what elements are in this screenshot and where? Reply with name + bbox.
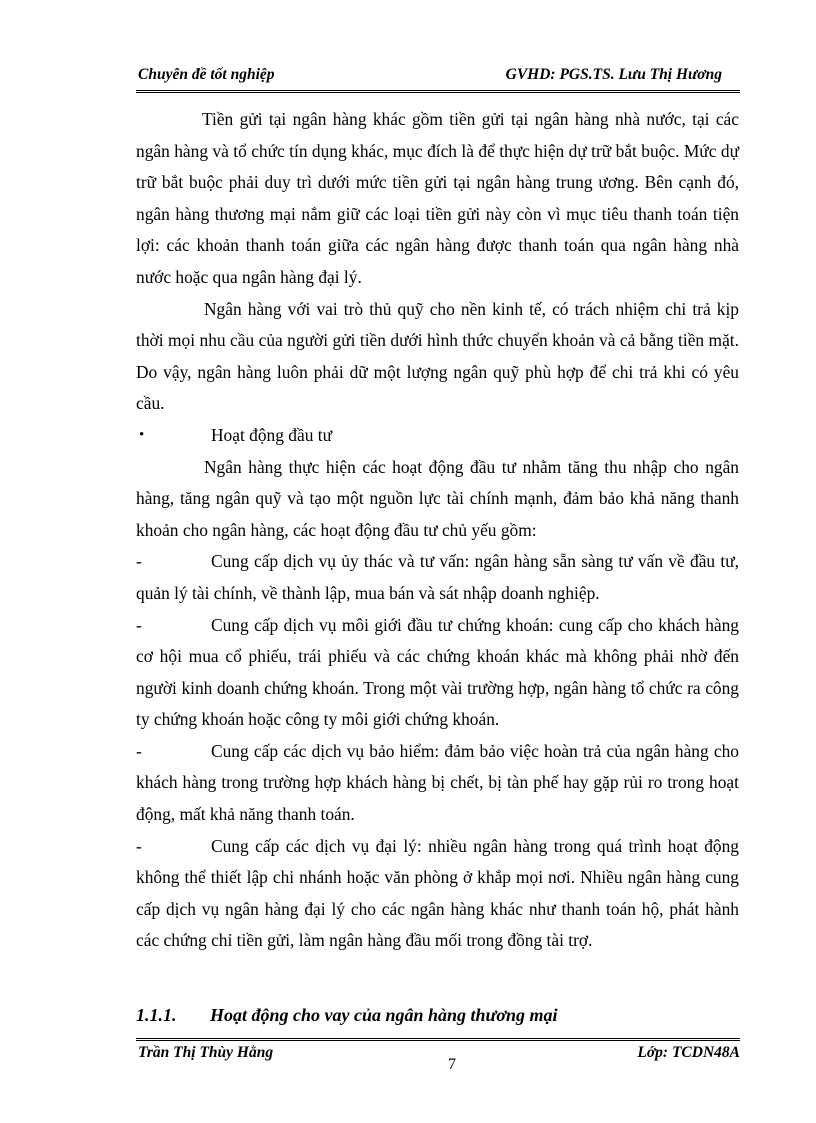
section-title: Hoạt động cho vay của ngân hàng thương mại <box>210 1005 558 1025</box>
bullet-marker: • <box>139 426 145 443</box>
page-header <box>136 62 740 93</box>
list-item-text: Cung cấp các dịch vụ bảo hiểm: đảm bảo việc hoàn trả của ngân hàng cho khách hàng trong trường hợp khách hàng bị chết, bị tàn phế hay gặp rủi ro trong hoạt động, mất khả năng thanh toán. <box>136 740 739 825</box>
list-item-agency <box>136 831 739 957</box>
page-footer <box>136 1044 740 1084</box>
footer-class: Lớp: TCDN48A <box>637 1044 740 1061</box>
dash-marker: - <box>136 614 142 635</box>
footer-author: Trần Thị Thùy Hằng <box>138 1044 274 1061</box>
bullet-text: Hoạt động đầu tư <box>211 424 332 445</box>
paragraph-investment-intro: Ngân hàng thực hiện các hoạt động đầu tư nhằm tăng thu nhập cho ngân hàng, tăng ngân quỹ và tạo một nguồn lực tài chính mạnh, đảm bảo khả năng thanh khoản cho ngân hàng, các hoạt động đầu tư chủ yếu gồm: <box>136 456 739 540</box>
footer-divider <box>136 1038 740 1041</box>
header-supervisor: GVHD: PGS.TS. Lưu Thị Hương <box>505 66 722 83</box>
paragraph-treasury-role: Ngân hàng với vai trò thủ quỹ cho nền kinh tế, có trách nhiệm chi trả kịp thời mọi nhu cầu của người gửi tiền dưới hình thức chuyển khoản và cả bằng tiền mặt. Do vậy, ngân hàng luôn phải dữ một lượng ngân quỹ phù hợp để chi trả khi có yêu cầu. <box>136 298 739 414</box>
list-item-text: Cung cấp dịch vụ môi giới đầu tư chứng khoán: cung cấp cho khách hàng cơ hội mua cổ phiếu, trái phiếu và các chứng khoán khác mà không phải nhờ đến người kinh doanh chứng khoán. Trong một vài trường hợp, ngân hàng tổ chức ra công ty chứng khoán hoặc công ty môi giới chứng khoán. <box>136 614 739 730</box>
bullet-investment-activities <box>136 420 739 452</box>
list-item-text: Cung cấp dịch vụ ủy thác và tư vấn: ngân hàng sẵn sàng tư vấn về đầu tư, quản lý tài chính, về thành lập, mua bán và sát nhập doanh nghiệp. <box>136 551 739 603</box>
page-body <box>136 104 739 957</box>
list-item-insurance <box>136 736 739 831</box>
list-item-text: Cung cấp các dịch vụ đại lý: nhiều ngân hàng trong quá trình hoạt động không thể thiết lập chi nhánh hoặc văn phòng ở khắp mọi nơi. Nhiều ngân hàng cung cấp dịch vụ ngân hàng đại lý cho các ngân hàng khác như thanh toán hộ, phát hành các chứng chỉ tiền gửi, làm ngân hàng đầu mối trong đồng tài trợ. <box>136 835 739 951</box>
section-number: 1.1.1. <box>136 1005 177 1025</box>
header-document-type: Chuyên đề tốt nghiệp <box>138 66 275 83</box>
list-item-brokerage <box>136 610 739 736</box>
dash-marker: - <box>136 740 142 761</box>
dash-marker: - <box>136 835 142 856</box>
page-number: 7 <box>448 1056 456 1073</box>
dash-marker: - <box>136 551 142 572</box>
paragraph-deposits-other-banks: Tiền gửi tại ngân hàng khác gồm tiền gửi tại ngân hàng nhà nước, tại các ngân hàng và tổ chức tín dụng khác, mục đích là để thực hiện dự trữ bắt buộc. Mức dự trữ bắt buộc phải duy trì dưới mức tiền gửi tại ngân hàng trung ương. Bên cạnh đó, ngân hàng thương mại nắm giữ các loại tiền gửi này còn vì mục tiêu thanh toán tiện lợi: các khoản thanh toán giữa các ngân hàng được thanh toán qua ngân hàng nhà nước hoặc qua ngân hàng đại lý. <box>136 109 739 287</box>
list-item-trust-advisory <box>136 546 739 609</box>
